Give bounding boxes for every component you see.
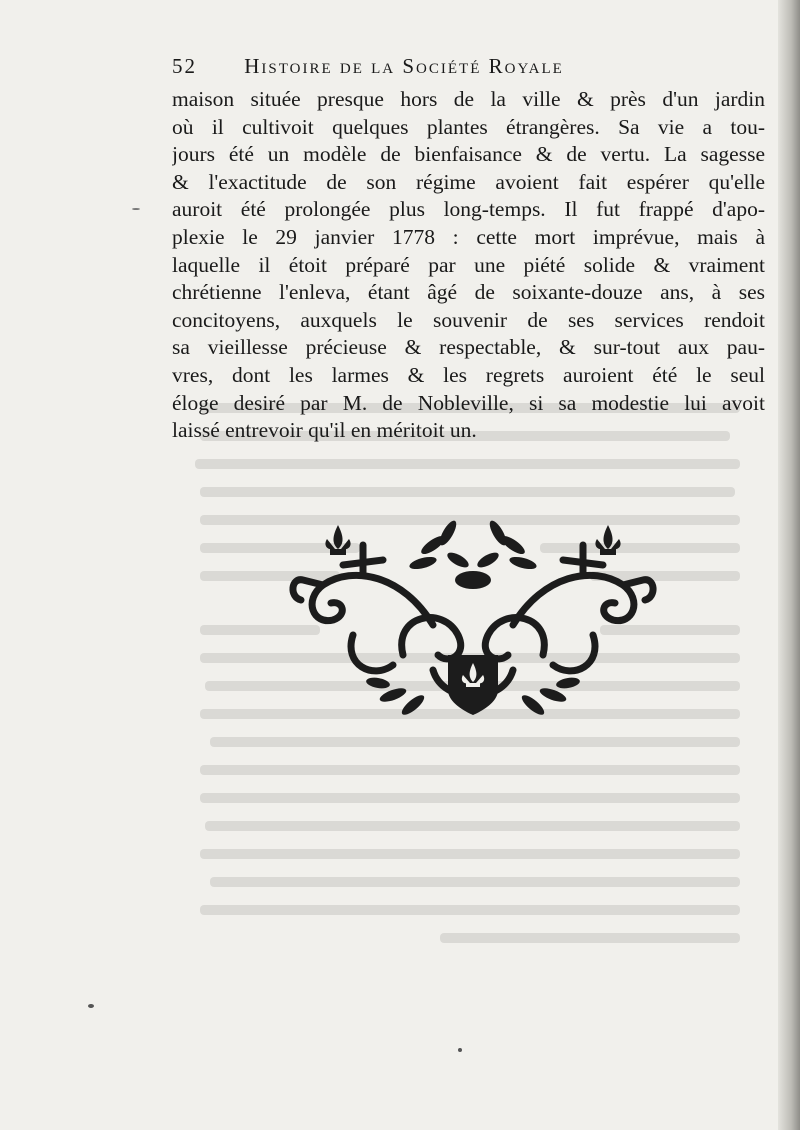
ornament-svg — [283, 505, 663, 735]
text-line: laquelle il étoit préparé par une piété solide & vraiment — [172, 252, 765, 277]
text-line: & l'exactitude de son régime avoient fait espérer qu'elle — [172, 169, 765, 194]
text-line: concitoyens, auxquels le souvenir de ses services rendoit — [172, 307, 765, 332]
text-line: auroit été prolongée plus long-temps. Il fut frappé d'apo- — [172, 197, 765, 222]
text-line: jours été un modèle de bienfaisance & de vertu. La sagesse — [172, 142, 765, 167]
text-line: sa vieillesse précieuse & respectable, & sur-tout aux pau- — [172, 335, 765, 360]
running-title: Histoire de la Société Royale — [244, 54, 564, 78]
text-line: maison située presque hors de la ville & près d'un jardin — [172, 87, 765, 111]
scan-speck — [132, 208, 140, 210]
text-line-last: laissé entrevoir qu'il en méritoit un. — [172, 418, 477, 443]
text-line: plexie le 29 janvier 1778 : cette mort imprévue, mais à — [172, 224, 765, 249]
body-paragraph — [172, 86, 765, 445]
text-line: où il cultivoit quelques plantes étrangères. Sa vie a tou- — [172, 114, 765, 139]
text-line: vres, dont les larmes & les regrets auroient été le seul — [172, 362, 765, 387]
scan-speck — [458, 1048, 462, 1052]
page-number: 52 — [172, 54, 197, 78]
scan-speck — [88, 1004, 94, 1008]
fleur-de-lis-ornament-icon — [283, 505, 663, 735]
text-line: éloge desiré par M. de Nobleville, si sa modestie lui avoit — [172, 390, 765, 415]
page-edge-shadow — [778, 0, 800, 1130]
text-line: chrétienne l'enleva, étant âgé de soixante-douze ans, à ses — [172, 280, 765, 305]
running-header — [172, 54, 672, 84]
